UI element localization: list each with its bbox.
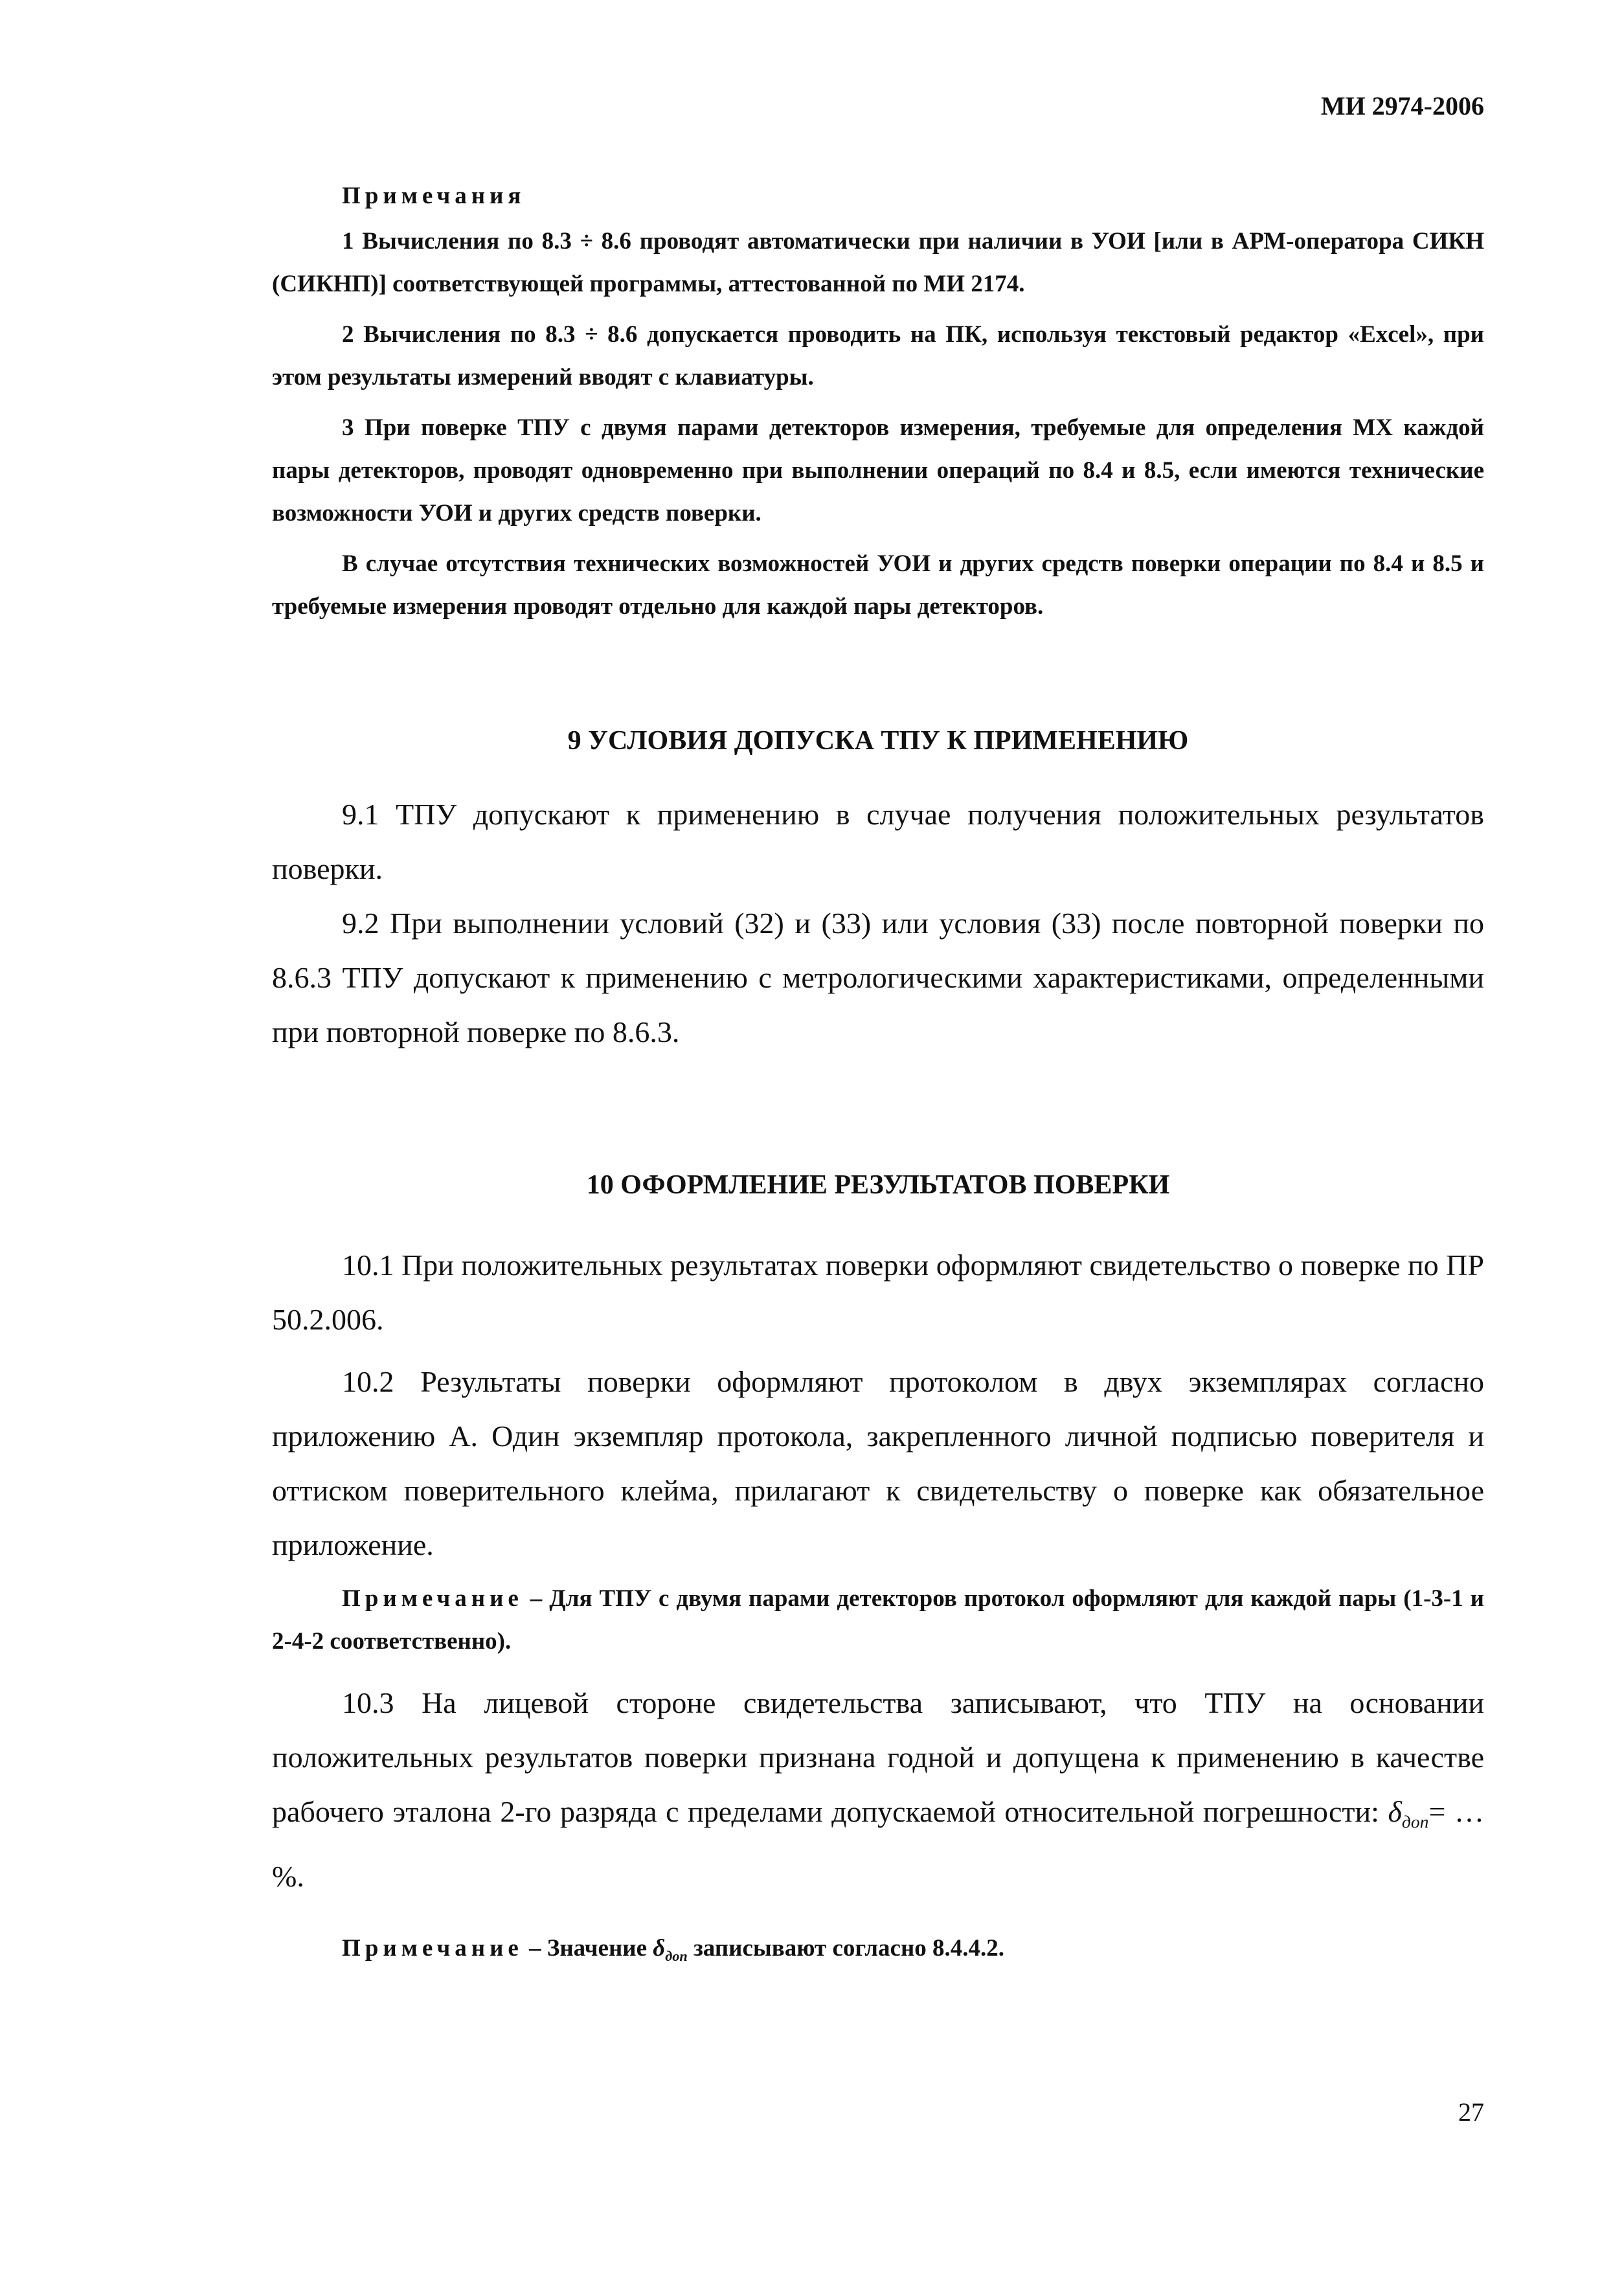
delta-symbol-2: δ: [653, 1934, 666, 1962]
notes-block: [272, 175, 1484, 628]
note-text-2a: – Значение: [523, 1934, 653, 1962]
note-item-2: 2 Вычисления по 8.3 ÷ 8.6 допускается проводить на ПК, используя текстовый редактор «Excel», при этом результаты измерений вводят с клавиатуры.: [272, 321, 1484, 390]
note-text-2b: записывают согласно 8.4.4.2.: [687, 1934, 1005, 1962]
page-number: 27: [1458, 2097, 1484, 2127]
paragraph-9-2: 9.2 При выполнении условий (32) и (33) или условия (33) после повторной поверки по 8.6.3 ТПУ допускают к применению с метрологическими характеристиками, определенными при повторной поверке по 8.6.3.: [272, 907, 1484, 1048]
delta-symbol: δ: [1388, 1795, 1402, 1828]
note-item-3: 3 При поверке ТПУ с двумя парами детекторов измерения, требуемые для определения МХ каждой пары детекторов, проводят одновременно при выполнении операций по 8.4 и 8.5, если имеются технические возможности УОИ и других средств поверки.: [272, 414, 1484, 526]
note-label-2: Примечание: [342, 1934, 523, 1962]
paragraph-9-1: 9.1 ТПУ допускают к применению в случае получения положительных результатов поверки.: [272, 798, 1484, 885]
note-text: – Для ТПУ с двумя парами детекторов протокол оформляют для каждой пары (1-3-1 и 2-4-2 соответственно).: [272, 1585, 1484, 1655]
paragraph-10-2: 10.2 Результаты поверки оформляют протоколом в двух экземплярах согласно приложению А. Один экземпляр протокола, закрепленного личной подписью поверителя и оттиском поверительного клейма, прилагают к свидетельству о поверке как обязательное приложение.: [272, 1365, 1484, 1561]
paragraph-10-3-text: 10.3 На лицевой стороне свидетельства записывают, что ТПУ на основании положительных результатов поверки признана годной и допущена к применению в качестве рабочего эталона 2-го разряда с пределами допускаемой относительной погрешности:: [272, 1686, 1484, 1828]
note-label: Примечание: [342, 1585, 523, 1612]
document-code: МИ 2974-2006: [1320, 91, 1484, 120]
note-item-4: В случае отсутствия технических возможностей УОИ и других средств поверки операции по 8.4 и 8.5 и требуемые измерения проводят отдельно для каждой пары детекторов.: [272, 550, 1484, 620]
paragraph-10-1: 10.1 При положительных результатах поверки оформляют свидетельство о поверке по ПР 50.2.006.: [272, 1249, 1484, 1336]
notes-title: Примечания: [342, 183, 526, 209]
section-9-title: 9 УСЛОВИЯ ДОПУСКА ТПУ К ПРИМЕНЕНИЮ: [567, 726, 1189, 756]
note-10-2: [272, 1577, 1484, 1663]
delta-subscript: доп: [1401, 1811, 1429, 1832]
note-10-3: [272, 1927, 1484, 1978]
paragraph-10-3: [272, 1676, 1484, 1904]
note-item-1: 1 Вычисления по 8.3 ÷ 8.6 проводят автоматически при наличии в УОИ [или в АРМ-оператора СИКН (СИКНП)] соответствующей программы, аттестованной по МИ 2174.: [272, 228, 1484, 297]
delta-subscript-2: доп: [665, 1947, 688, 1964]
section-10-title: 10 ОФОРМЛЕНИЕ РЕЗУЛЬТАТОВ ПОВЕРКИ: [586, 1170, 1170, 1200]
delta-value: = … %.: [272, 1795, 1484, 1893]
page-content: [272, 175, 1484, 1977]
